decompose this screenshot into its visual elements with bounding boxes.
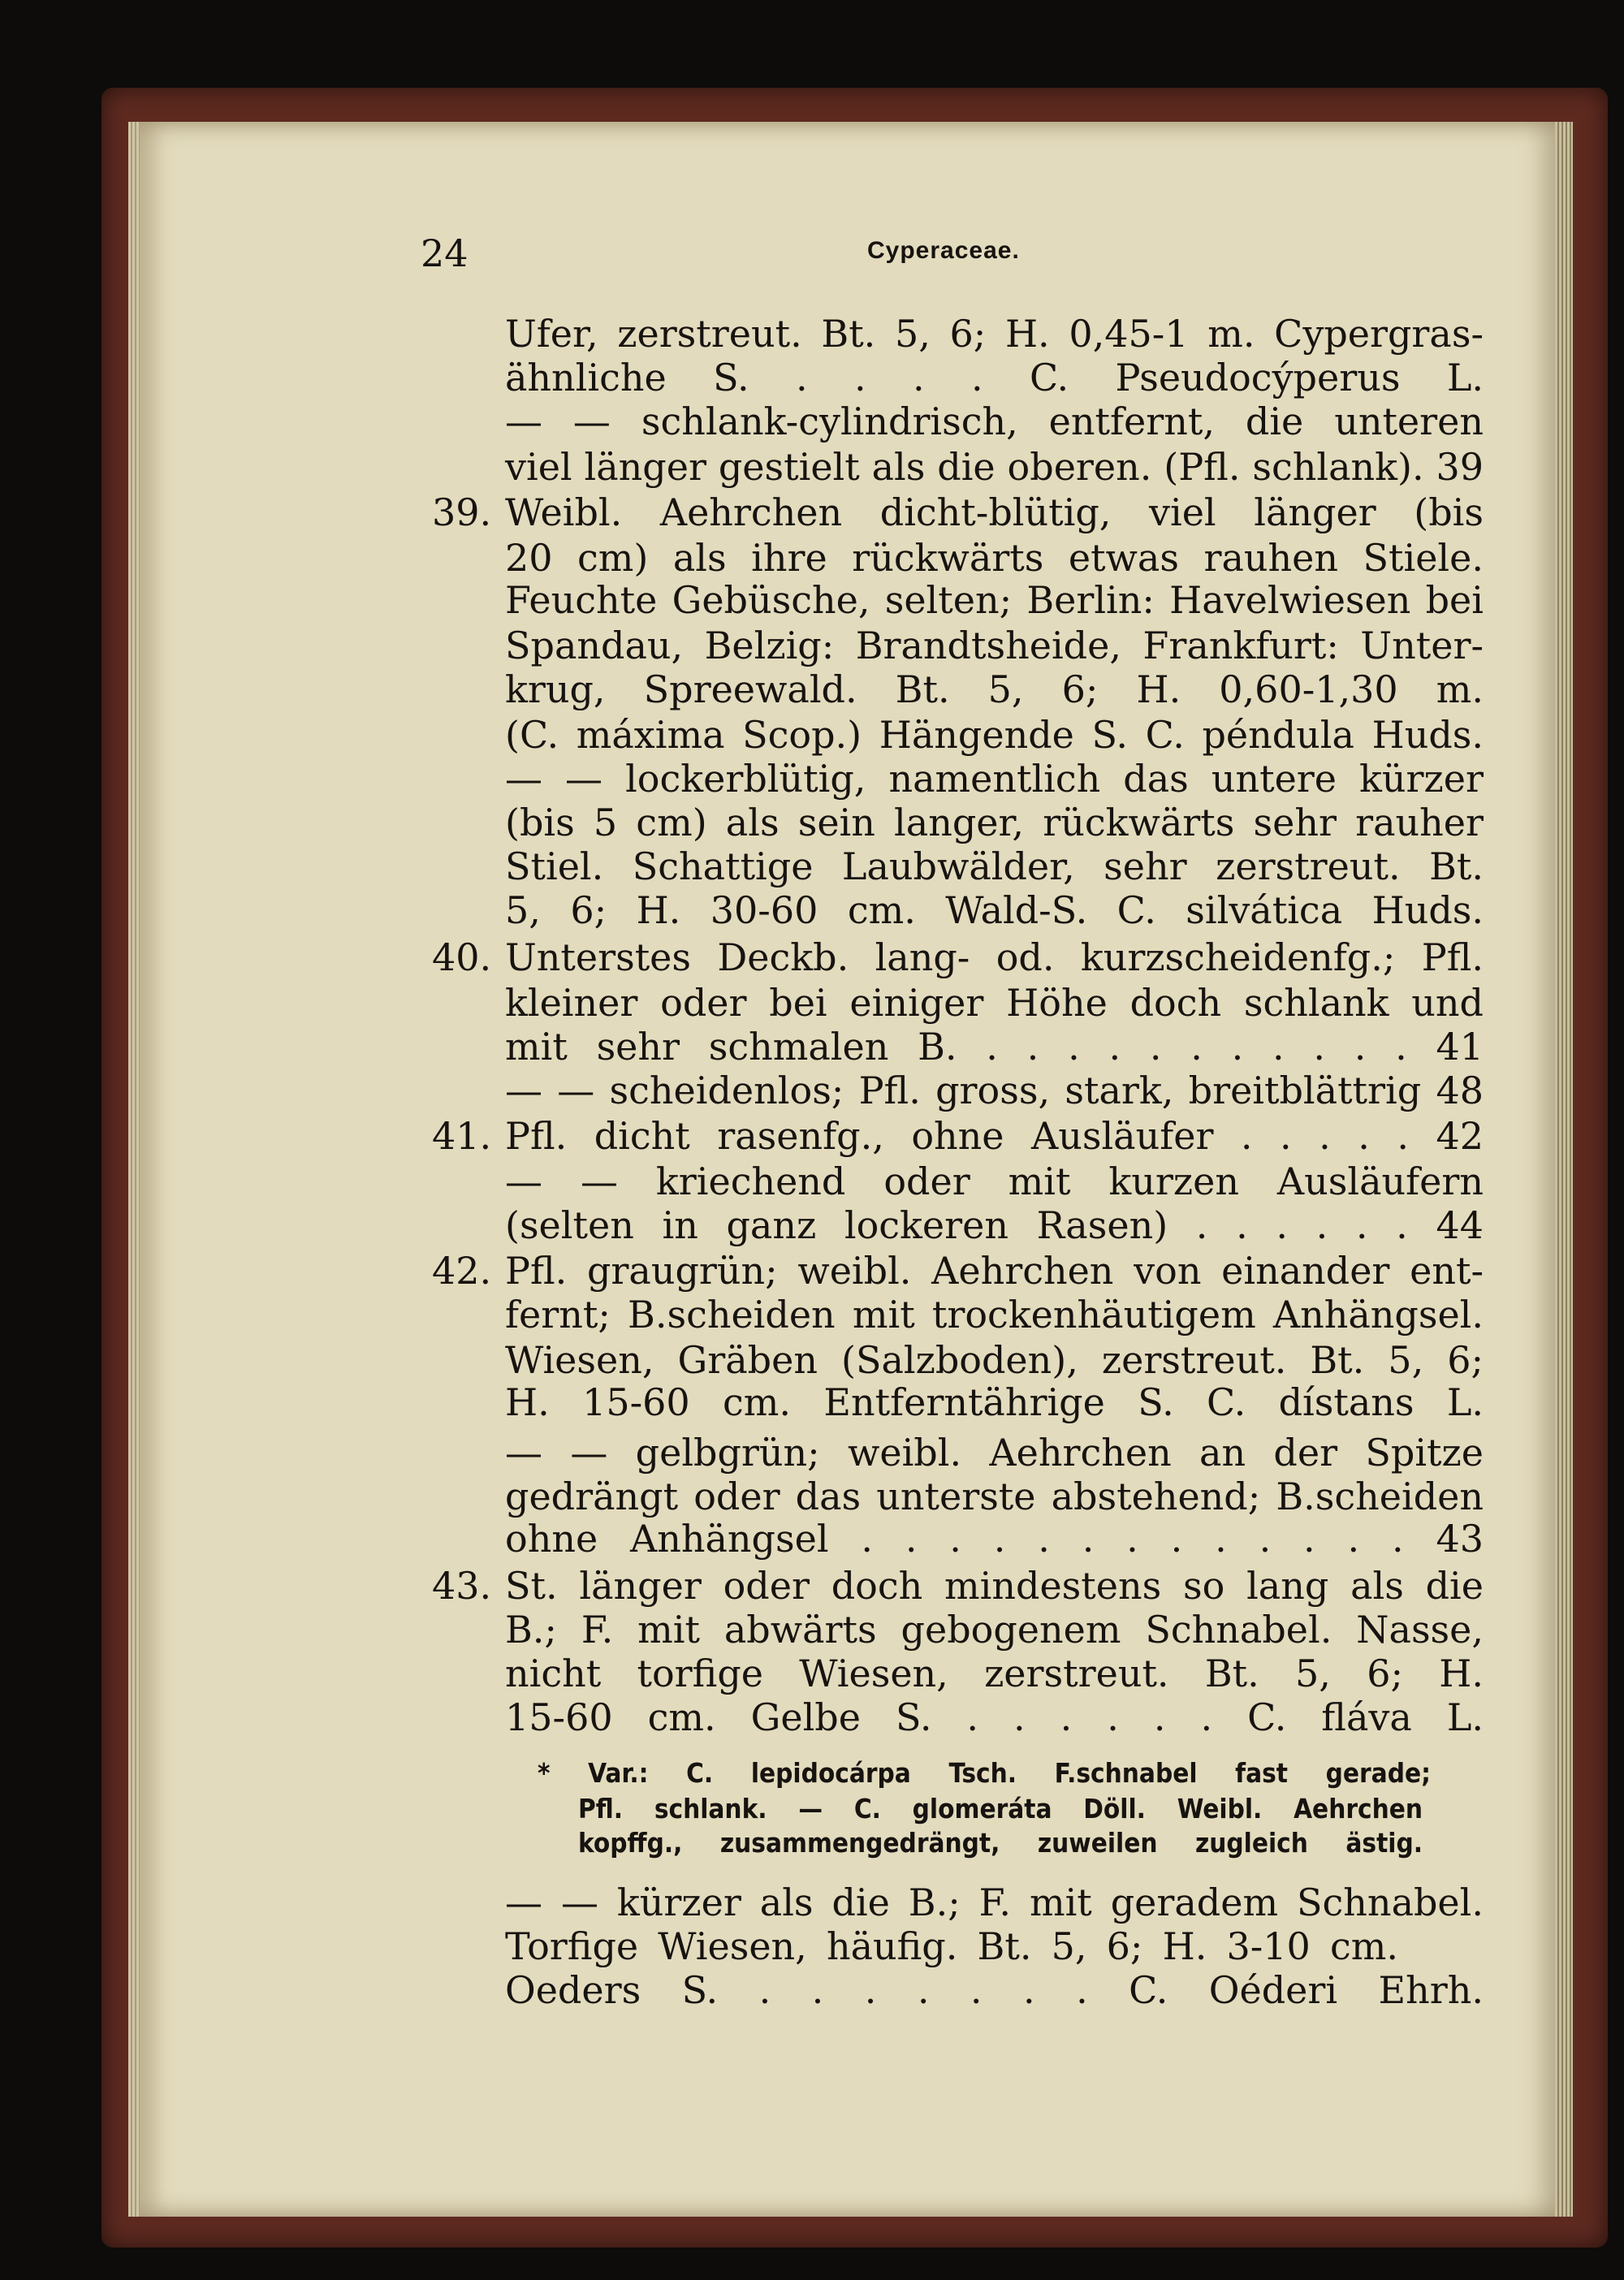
text-line: Pfl. graugrün; weibl. Aehrchen von einander ent- xyxy=(505,1249,1484,1293)
text-line: Spandau, Belzig: Brandtsheide, Frankfurt: Unter- xyxy=(505,624,1484,667)
running-head: Cyperaceae. xyxy=(867,237,1020,264)
page-number: 24 xyxy=(421,231,469,275)
text-line: ähnliche S. . . . . C. Pseudocýperus L. xyxy=(505,356,1484,399)
text-line: Unterstes Deckb. lang- od. kurzscheidenfg.; Pfl. xyxy=(505,935,1484,979)
page-edges-right xyxy=(1555,122,1573,2217)
text-line: 20 cm) als ihre rückwärts etwas rauhen Stiele. xyxy=(505,536,1484,580)
text-line: St. länger oder doch mindestens so lang als die xyxy=(505,1564,1484,1608)
text-line: Wiesen, Gräben (Salzboden), zerstreut. Bt. 5, 6; xyxy=(505,1338,1484,1382)
text-line: H. 15-60 cm. Entferntährige S. C. dístans L. xyxy=(505,1380,1484,1424)
text-line: fernt; B.scheiden mit trockenhäutigem Anhängsel. xyxy=(505,1293,1484,1336)
text-line: viel länger gestielt als die oberen. (Pfl. schlank). 39 xyxy=(505,445,1484,489)
text-line: nicht torfige Wiesen, zerstreut. Bt. 5, 6; H. xyxy=(505,1652,1484,1695)
entry-number: 42. xyxy=(432,1249,492,1293)
text-line: Ufer, zerstreut. Bt. 5, 6; H. 0,45-1 m. Cypergras- xyxy=(505,312,1484,356)
text-line: — — gelbgrün; weibl. Aehrchen an der Spitze xyxy=(505,1431,1484,1475)
text-line: (selten in ganz lockeren Rasen) . . . . . . 44 xyxy=(505,1203,1484,1247)
note-line: Pfl. schlank. — C. glomeráta Döll. Weibl. Aehrchen xyxy=(578,1793,1423,1824)
text-line: 15-60 cm. Gelbe S. . . . . . . C. fláva L. xyxy=(505,1695,1484,1739)
entry-number: 39. xyxy=(432,490,492,534)
text-line: — — kriechend oder mit kurzen Ausläufern xyxy=(505,1159,1484,1203)
entry-number: 40. xyxy=(432,935,492,979)
note-line: kopffg., zusammengedrängt, zuweilen zugleich ästig. xyxy=(578,1827,1423,1859)
note-line: * Var.: C. lepidocárpa Tsch. F.schnabel fast gerade; xyxy=(538,1757,1431,1789)
text-line: Pfl. dicht rasenfg., ohne Ausläufer . . . . . 42 xyxy=(505,1114,1484,1158)
text-line: — — kürzer als die B.; F. mit geradem Schnabel. xyxy=(505,1881,1484,1924)
text-line: Oeders S. . . . . . . . C. Oéderi Ehrh. xyxy=(505,1968,1484,2012)
text-line: ohne Anhängsel . . . . . . . . . . . . . 43 xyxy=(505,1517,1484,1561)
text-line: Weibl. Aehrchen dicht-blütig, viel länger (bis xyxy=(505,490,1484,534)
text-line: (C. máxima Scop.) Hängende S. C. péndula Huds. xyxy=(505,713,1484,757)
text-line: (bis 5 cm) als sein langer, rückwärts sehr rauher xyxy=(505,801,1484,844)
text-line: gedrängt oder das unterste abstehend; B.scheiden xyxy=(505,1475,1484,1518)
entry-number: 43. xyxy=(432,1564,492,1608)
text-line: 5, 6; H. 30-60 cm. Wald-S. C. silvática Huds. xyxy=(505,888,1484,932)
text-line: Stiel. Schattige Laubwälder, sehr zerstreut. Bt. xyxy=(505,844,1484,888)
entry-number: 41. xyxy=(432,1114,492,1158)
text-line: Feuchte Gebüsche, selten; Berlin: Havelwiesen bei xyxy=(505,578,1484,622)
text-line: mit sehr schmalen B. . . . . . . . . . . . 41 xyxy=(505,1025,1484,1069)
text-line: — — schlank-cylindrisch, entfernt, die unteren xyxy=(505,399,1484,443)
text-line: Torfige Wiesen, häufig. Bt. 5, 6; H. 3-10 cm. xyxy=(505,1924,1398,1968)
text-line: kleiner oder bei einiger Höhe doch schlank und xyxy=(505,981,1484,1025)
text-line: krug, Spreewald. Bt. 5, 6; H. 0,60-1,30 m. xyxy=(505,667,1484,711)
text-line: — — lockerblütig, namentlich das untere kürzer xyxy=(505,757,1484,801)
text-line: B.; F. mit abwärts gebogenem Schnabel. Nasse, xyxy=(505,1608,1484,1652)
text-line: — — scheidenlos; Pfl. gross, stark, breitblättrig 48 xyxy=(505,1069,1484,1112)
